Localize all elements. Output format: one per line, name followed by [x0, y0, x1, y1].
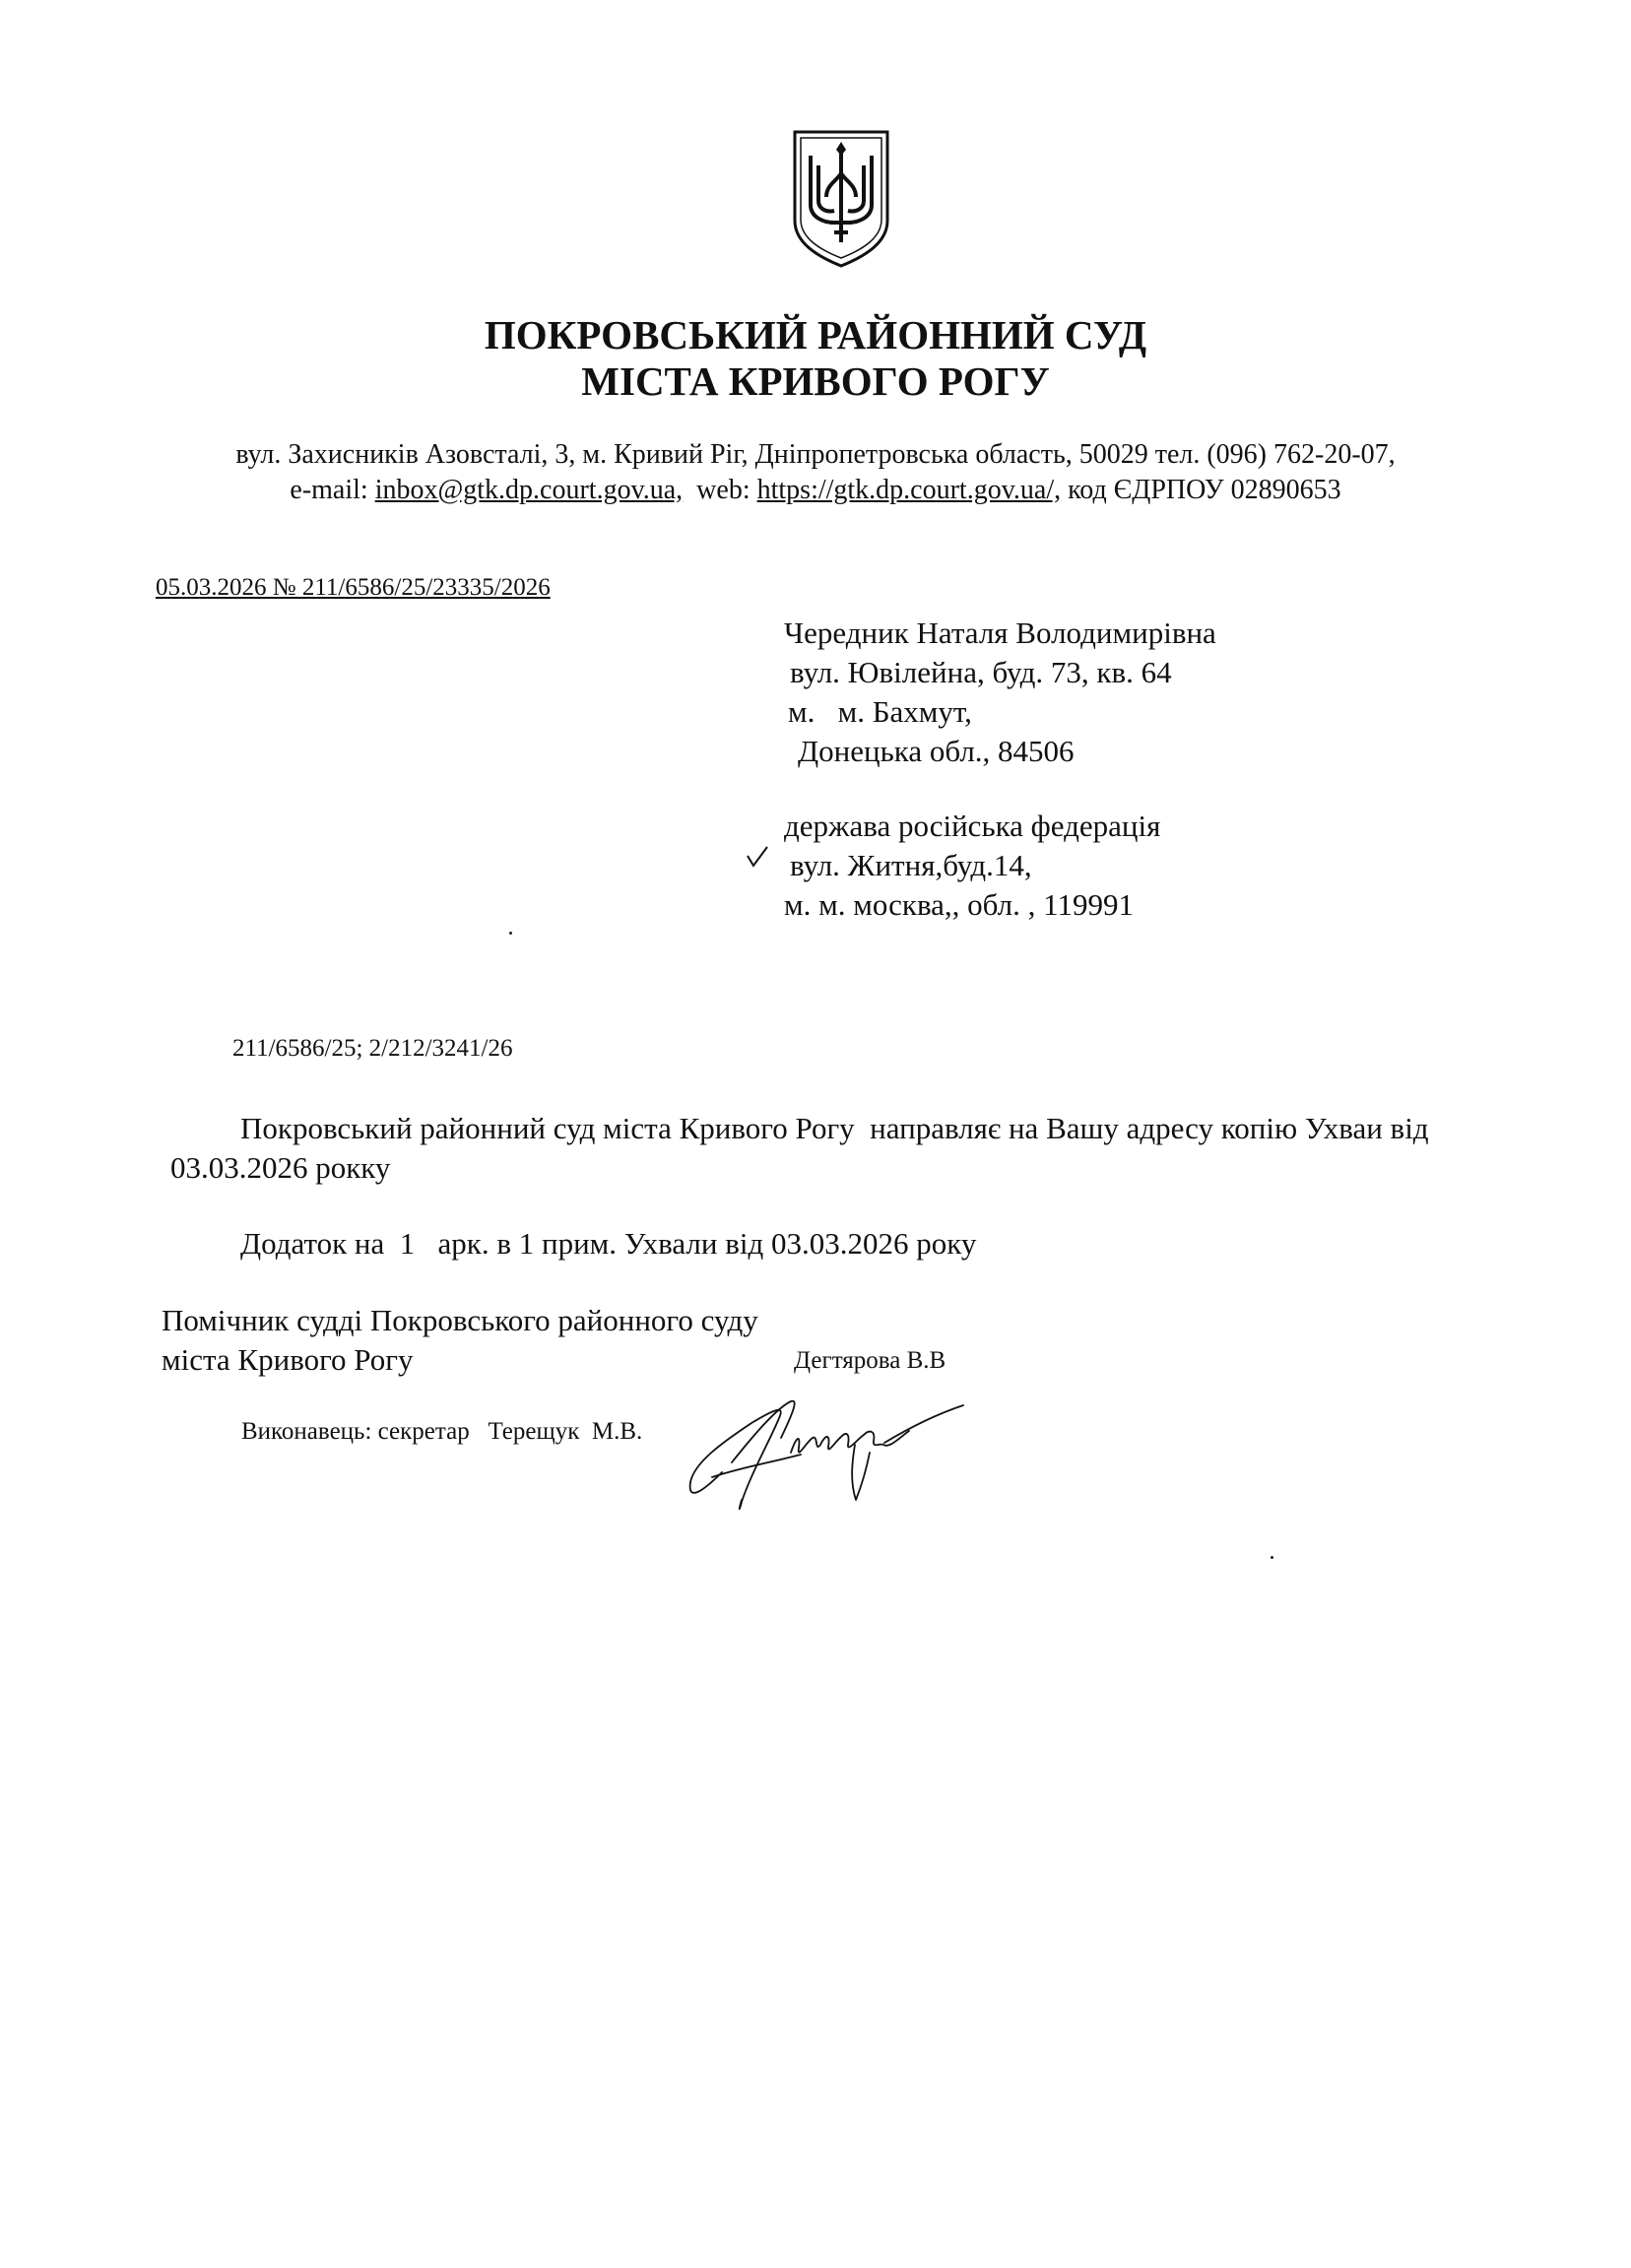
recipient1-city: м. м. Бахмут,	[788, 694, 972, 729]
attachment-line: Додаток на 1 арк. в 1 прим. Ухвали від 03.03.2026 року	[240, 1226, 977, 1261]
position-line2: міста Кривого Рогу	[162, 1342, 414, 1377]
body-paragraph-line2: 03.03.2026 рокку	[170, 1150, 391, 1185]
body-paragraph-line1: Покровський районний суд міста Кривого Рогу направляє на Вашу адресу копію Ухваи від	[240, 1111, 1429, 1145]
recipient1-region: Донецька обл., 84506	[798, 734, 1075, 768]
court-name-line2: МІСТА КРИВОГО РОГУ	[581, 358, 1050, 404]
email-label: e-mail:	[290, 475, 375, 505]
position-line1: Помічник судді Покровського районного суду	[162, 1303, 758, 1337]
signer-name: Дегтярова В.В	[794, 1347, 946, 1374]
recipient2-city: м. м. москва,, обл. , 119991	[784, 887, 1135, 922]
edrpou-code: код ЄДРПОУ 02890653	[1068, 475, 1341, 505]
web-link[interactable]: https://gtk.dp.court.gov.ua/,	[756, 475, 1062, 505]
coat-of-arms-emblem	[787, 126, 895, 270]
recipient1-name: Чередник Наталя Володимирівна	[784, 616, 1216, 650]
outgoing-reference: 05.03.2026 № 211/6586/25/23335/2026	[156, 574, 551, 601]
recipient2-name: держава російська федерація	[784, 809, 1161, 843]
handwritten-signature	[683, 1384, 968, 1517]
scan-speck	[1271, 1556, 1273, 1559]
recipient2-street: вул. Житня,буд.14,	[790, 848, 1032, 882]
case-reference: 211/6586/25; 2/212/3241/26	[232, 1035, 513, 1062]
court-name-line1: ПОКРОВСЬКИЙ РАЙОННИЙ СУД	[484, 312, 1147, 357]
court-contacts	[0, 473, 1631, 508]
email-link[interactable]: inbox@gtk.dp.court.gov.ua,	[374, 475, 684, 505]
checkmark-icon	[745, 844, 770, 870]
executor-line: Виконавець: секретар Терещук М.В.	[241, 1418, 643, 1445]
recipient1-street: вул. Ювілейна, буд. 73, кв. 64	[790, 655, 1172, 689]
scan-speck	[509, 932, 512, 935]
web-label: web:	[696, 475, 757, 505]
court-address: вул. Захисників Азовсталі, 3, м. Кривий Ріг, Дніпропетровська область, 50029 тел. (096) 762-20-07,	[235, 439, 1396, 470]
